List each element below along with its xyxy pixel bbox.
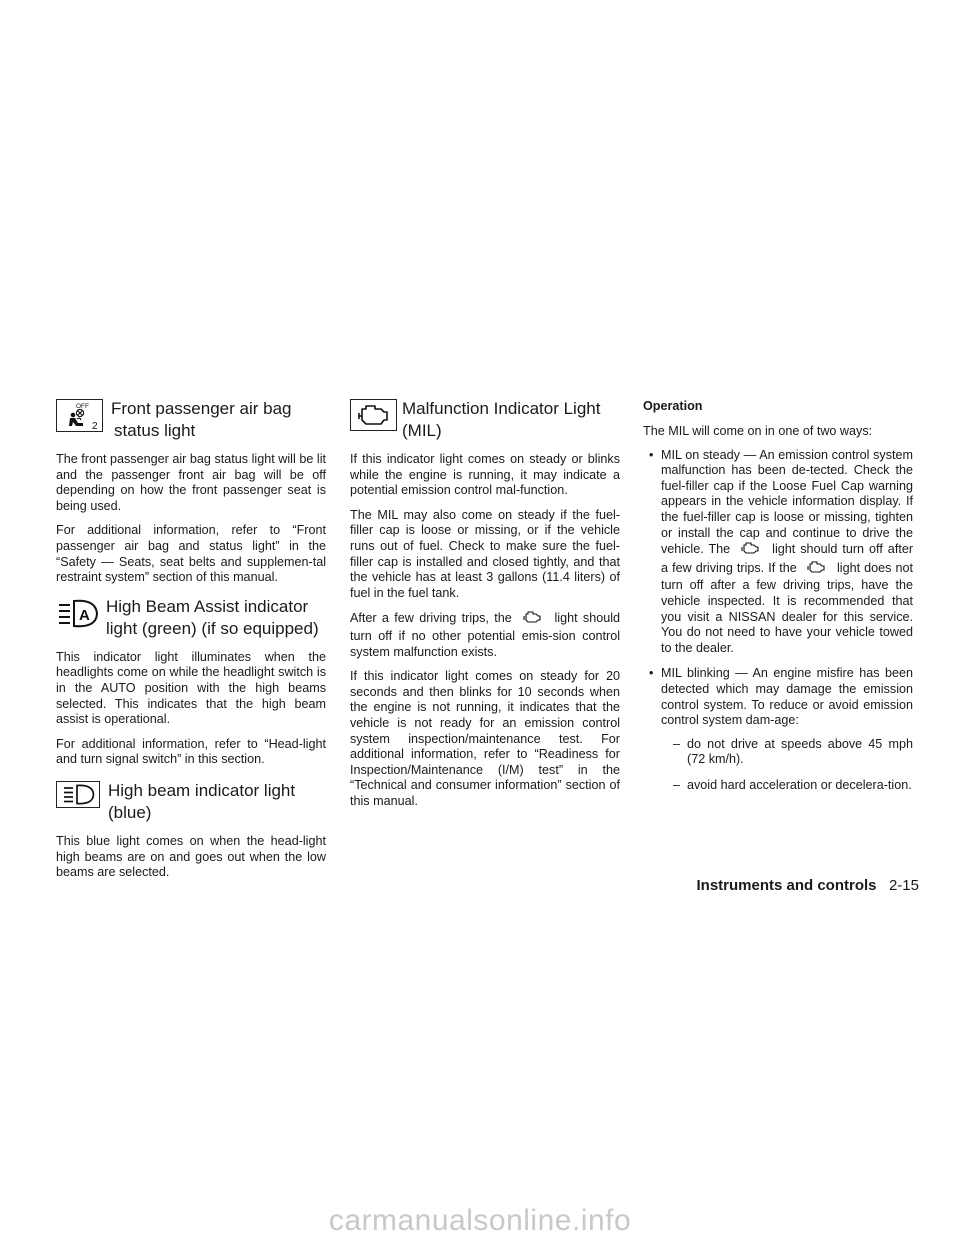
check-engine-inline-icon — [738, 541, 764, 560]
operation-title: Operation — [643, 399, 703, 413]
page-footer — [696, 877, 919, 895]
sub-list-item: – avoid hard acceleration or decelera-tion. — [673, 777, 912, 792]
svg-text:OFF: OFF — [76, 403, 89, 410]
operation-list — [643, 448, 913, 794]
list-item: • MIL blinking — An engine misfire has been detected which may damage the emission control system. To reduce or avoid emission control system dam-age: – do not drive at speeds above 45 mph (72 km/h). – avoid hard acceleration or decelera-tion. — [649, 666, 913, 792]
check-engine-inline-icon — [520, 610, 546, 629]
high-beam-icon — [56, 781, 100, 808]
high-beam-title: High beam indicator light (blue) — [108, 780, 296, 822]
watermark: carmanualsonline.info — [328, 1204, 632, 1237]
high-beam-p1: This blue light comes on when the head-light high beams are on and goes out when the low beams are selected. — [56, 833, 326, 880]
section-high-beam-heading — [56, 780, 326, 826]
sub-list-item: – do not drive at speeds above 45 mph (72 km/h). — [673, 736, 913, 767]
column-1 — [56, 398, 326, 890]
footer-section-title: Instruments and controls — [696, 877, 877, 894]
high-beam-assist-icon — [56, 597, 103, 630]
mil-p1: If this indicator light comes on steady or blinks while the engine is running, it may indicate a potential emission control mal-function. — [350, 452, 620, 498]
page-number: 2-15 — [888, 877, 919, 894]
high-beam-assist-p2: For additional information, refer to “Head-light and turn signal switch” in this section. — [56, 736, 326, 767]
column-3 — [643, 398, 913, 803]
list-item: • MIL on steady — An emission control system malfunction has been de-tected. Check the fuel-filler cap if the Loose Fuel Cap warning appears in the vehicle information display. If the fuel-filler cap is loose or missing, tighten or install the cap and continue to drive the vehicle. The light should turn off after a few driving trips. If the light does not turn off after a few driving trips, have the vehicle inspected. It is recommended that you visit a NISSAN dealer for this service. You do not need to have your vehicle towed to the dealer. — [649, 447, 914, 655]
svg-text:A: A — [79, 606, 90, 624]
section-passenger-airbag-heading — [56, 398, 326, 444]
mil-p4: If this indicator light comes on steady for 20 seconds and then blinks for 10 seconds when the engine is not running, it indicates that the vehicle is not ready for an emission control system inspection/maintenance test. For additional information, refer to “Readiness for Inspection/Maintenance (I/M) test” in the “Technical and consumer information” section of this manual. — [350, 669, 620, 808]
passenger-airbag-off-icon — [56, 399, 103, 432]
section-mil-heading — [350, 398, 620, 444]
check-engine-icon — [350, 399, 397, 431]
check-engine-inline-icon — [804, 560, 830, 579]
passenger-airbag-title: Front passenger air bag status light — [111, 399, 292, 440]
mil-title: Malfunction Indicator Light (MIL) — [402, 399, 601, 440]
mil-p2: The MIL may also come on steady if the fuel-filler cap is loose or missing, or if the vehicle runs out of fuel. Check to make sure the fuel-filler cap is installed and closed tightly, and that the vehicle has at least 3 gallons (11.4 liters) of fuel in the fuel tank. — [350, 507, 620, 600]
passenger-airbag-p2: For additional information, refer to “Front passenger air bag and status light” in the “Safety — Seats, seat belts and supplemen-tal restraint system” section of this manual. — [56, 523, 326, 585]
section-high-beam-assist-heading — [56, 596, 326, 642]
column-2 — [350, 398, 620, 818]
operation-intro: The MIL will come on in one of two ways: — [643, 424, 873, 438]
high-beam-assist-p1: This indicator light illuminates when the headlights come on while the headlight switch is in the AUTO position with the high beams selected. This indicates that the high beam assist is operational. — [56, 649, 326, 727]
high-beam-assist-title: High Beam Assist indicator light (green) (if so equipped) — [106, 596, 319, 638]
mil-p3: After a few driving trips, the light should turn off if no other potential emis-sion control system malfunction exists. — [350, 611, 621, 659]
passenger-airbag-p1: The front passenger air bag status light will be lit and the passenger front air bag will be off depending on how the front passenger seat is being used. — [56, 452, 326, 513]
svg-text:2: 2 — [92, 421, 98, 431]
sub-list — [661, 737, 913, 794]
